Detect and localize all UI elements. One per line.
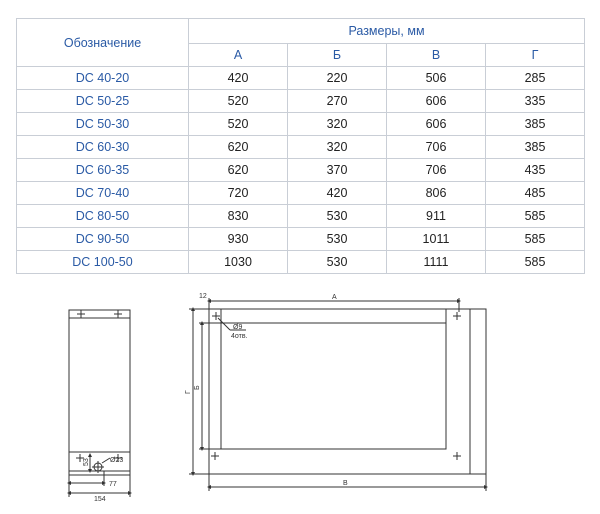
cell-v: 606 bbox=[387, 113, 486, 136]
cell-g: 435 bbox=[486, 159, 585, 182]
cell-b: 530 bbox=[288, 251, 387, 274]
row-designation: DC 70-40 bbox=[17, 182, 189, 205]
hole-diameter-label: Ø23 bbox=[110, 457, 124, 464]
column-header-g: Г bbox=[486, 44, 585, 67]
side-dim-53: 53 bbox=[83, 458, 90, 466]
side-dim-77: 77 bbox=[109, 481, 117, 488]
row-designation: DC 50-25 bbox=[17, 90, 189, 113]
side-view-body bbox=[69, 310, 130, 475]
leader-line bbox=[218, 318, 230, 330]
cell-v: 1111 bbox=[387, 251, 486, 274]
cell-g: 585 bbox=[486, 251, 585, 274]
cell-a: 1030 bbox=[189, 251, 288, 274]
cell-a: 620 bbox=[189, 136, 288, 159]
front-dim-g: Г bbox=[185, 390, 192, 394]
cell-a: 520 bbox=[189, 90, 288, 113]
row-designation: DC 50-30 bbox=[17, 113, 189, 136]
column-header-v: В bbox=[387, 44, 486, 67]
cell-v: 706 bbox=[387, 136, 486, 159]
cell-g: 585 bbox=[486, 228, 585, 251]
row-designation: DC 100-50 bbox=[17, 251, 189, 274]
cell-v: 506 bbox=[387, 67, 486, 90]
mounting-hole-icon bbox=[211, 312, 461, 460]
cell-g: 485 bbox=[486, 182, 585, 205]
cell-v: 606 bbox=[387, 90, 486, 113]
cell-b: 530 bbox=[288, 228, 387, 251]
cell-g: 335 bbox=[486, 90, 585, 113]
cell-b: 270 bbox=[288, 90, 387, 113]
cell-g: 285 bbox=[486, 67, 585, 90]
cell-b: 220 bbox=[288, 67, 387, 90]
front-dim-b: Б bbox=[194, 385, 201, 390]
front-view-inner-opening bbox=[221, 323, 446, 449]
side-dim-154: 154 bbox=[94, 496, 106, 503]
leader-line bbox=[102, 458, 110, 463]
front-dim-a: А bbox=[332, 294, 337, 301]
row-designation: DC 90-50 bbox=[17, 228, 189, 251]
row-designation: DC 60-35 bbox=[17, 159, 189, 182]
cell-b: 420 bbox=[288, 182, 387, 205]
side-view bbox=[69, 310, 130, 497]
cell-v: 1011 bbox=[387, 228, 486, 251]
cell-b: 530 bbox=[288, 205, 387, 228]
cell-v: 911 bbox=[387, 205, 486, 228]
front-dim-v: В bbox=[343, 480, 348, 487]
cell-a: 830 bbox=[189, 205, 288, 228]
cell-a: 720 bbox=[189, 182, 288, 205]
column-header-b: Б bbox=[288, 44, 387, 67]
row-designation: DC 80-50 bbox=[17, 205, 189, 228]
cell-v: 706 bbox=[387, 159, 486, 182]
column-header-a: А bbox=[189, 44, 288, 67]
dimensions-header: Размеры, мм bbox=[189, 19, 585, 44]
cell-b: 320 bbox=[288, 136, 387, 159]
cell-b: 320 bbox=[288, 113, 387, 136]
cell-v: 806 bbox=[387, 182, 486, 205]
hole-count-label: 4отв. bbox=[231, 333, 248, 340]
designation-header: Обозначение bbox=[17, 19, 189, 67]
cell-g: 385 bbox=[486, 136, 585, 159]
row-designation: DC 60-30 bbox=[17, 136, 189, 159]
cell-a: 520 bbox=[189, 113, 288, 136]
cell-a: 620 bbox=[189, 159, 288, 182]
mounting-hole-icon bbox=[76, 310, 122, 462]
cell-g: 385 bbox=[486, 113, 585, 136]
cell-g: 585 bbox=[486, 205, 585, 228]
front-dim-12: 12 bbox=[199, 293, 207, 300]
row-designation: DC 40-20 bbox=[17, 67, 189, 90]
cell-a: 930 bbox=[189, 228, 288, 251]
cell-a: 420 bbox=[189, 67, 288, 90]
hole-diameter-label: Ø9 bbox=[233, 324, 243, 331]
cell-b: 370 bbox=[288, 159, 387, 182]
